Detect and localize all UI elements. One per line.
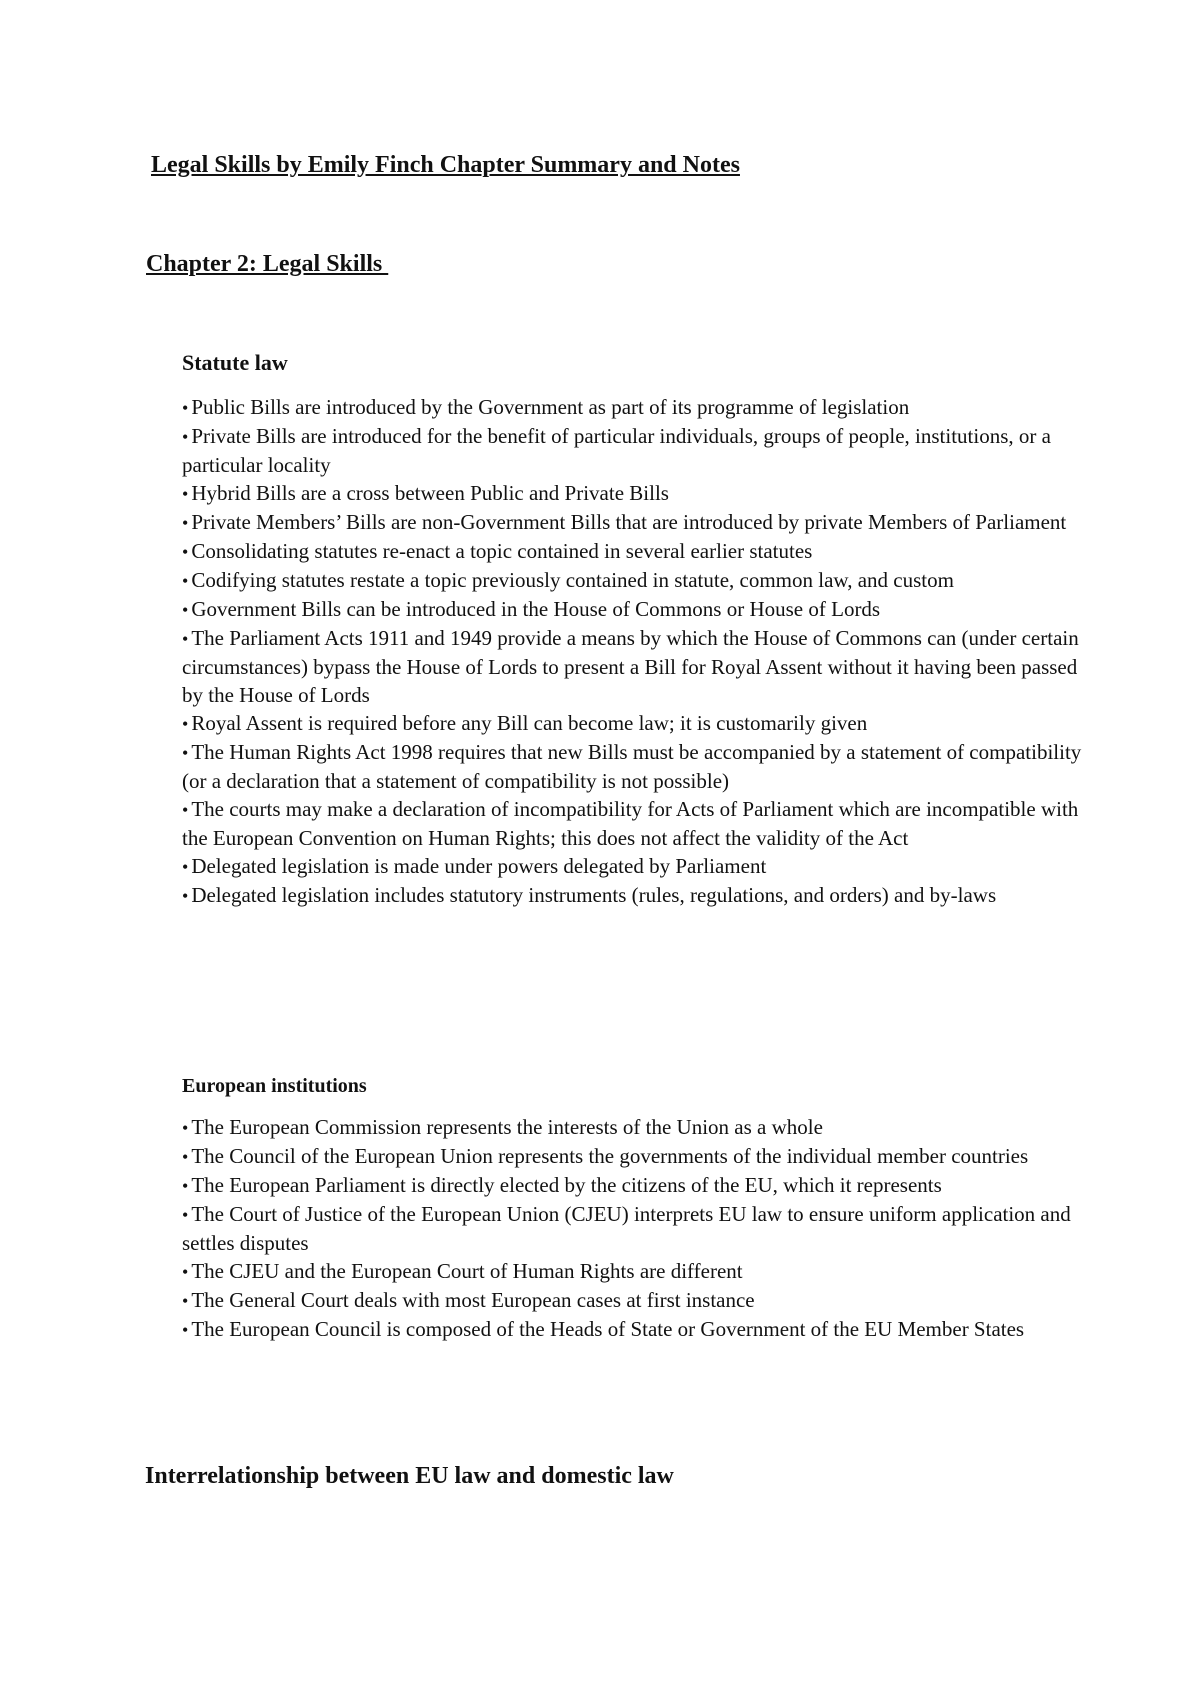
bullet-point: • [182,743,189,763]
chapter-title: Chapter 2: Legal Skills [146,251,389,277]
bullet-item [182,1286,1082,1315]
bullet-item [182,508,1082,537]
bullet-point: • [182,1118,189,1138]
bullet-text: The Council of the European Union represents the governments of the individual member countries [191,1144,1029,1168]
bullet-text: The CJEU and the European Court of Human Rights are different [191,1259,743,1283]
bullet-item [182,393,1082,422]
bullet-item [182,422,1082,479]
bullet-item [182,738,1082,795]
eu-domestic-law-heading: Interrelationship between EU law and domestic law [145,1463,674,1489]
bullet-item [182,1257,1082,1286]
bullet-text: The Court of Justice of the European Union (CJEU) interprets EU law to ensure uniform application and settles disputes [182,1202,1071,1255]
bullet-point: • [182,513,189,533]
european-institutions-heading: European institutions [182,1075,367,1097]
bullet-item [182,852,1082,881]
bullet-item [182,1171,1082,1200]
bullet-point: • [182,714,189,734]
bullet-point: • [182,857,189,877]
bullet-item [182,709,1082,738]
bullet-text: Private Bills are introduced for the benefit of particular individuals, groups of people, institutions, or a particular locality [182,424,1051,477]
bullet-point: • [182,427,189,447]
bullet-item [182,479,1082,508]
bullet-item [182,537,1082,566]
bullet-text: The European Commission represents the interests of the Union as a whole [191,1115,823,1139]
bullet-point: • [182,1176,189,1196]
bullet-point: • [182,398,189,418]
bullet-item [182,1142,1082,1171]
document-title: Legal Skills by Emily Finch Chapter Summary and Notes [151,152,740,178]
bullet-item [182,881,1082,910]
bullet-text: The European Parliament is directly elected by the citizens of the EU, which it represents [191,1173,942,1197]
bullet-text: The courts may make a declaration of incompatibility for Acts of Parliament which are incompatible with the European Convention on Human Rights; this does not affect the validity of the Act [182,797,1079,850]
bullet-text: Public Bills are introduced by the Government as part of its programme of legislation [191,395,910,419]
bullet-item [182,1113,1082,1142]
bullet-text: The European Council is composed of the Heads of State or Government of the EU Member States [191,1317,1025,1341]
statute-law-heading: Statute law [182,350,288,375]
bullet-text: The Parliament Acts 1911 and 1949 provide a means by which the House of Commons can (under certain circumstances) bypass the House of Lords to present a Bill for Royal Assent without it having been passed by the House of Lords [182,626,1079,707]
bullet-text: Private Members’ Bills are non-Government Bills that are introduced by private Members of Parliament [191,510,1067,534]
bullet-point: • [182,1291,189,1311]
bullet-text: Codifying statutes restate a topic previously contained in statute, common law, and custom [191,568,954,592]
bullet-point: • [182,886,189,906]
bullet-text: Delegated legislation is made under powers delegated by Parliament [191,854,767,878]
bullet-text: Delegated legislation includes statutory instruments (rules, regulations, and orders) and by-laws [191,883,997,907]
european-institutions-list [182,1113,1082,1344]
bullet-item [182,566,1082,595]
bullet-item [182,624,1082,709]
bullet-text: The Human Rights Act 1998 requires that new Bills must be accompanied by a statement of compatibility (or a declaration that a statement of compatibility is not possible) [182,740,1082,793]
statute-law-list [182,393,1082,910]
bullet-point: • [182,571,189,591]
bullet-point: • [182,629,189,649]
bullet-item [182,795,1082,852]
bullet-point: • [182,542,189,562]
bullet-point: • [182,1320,189,1340]
bullet-point: • [182,600,189,620]
bullet-item [182,595,1082,624]
bullet-text: Government Bills can be introduced in the House of Commons or House of Lords [191,597,881,621]
bullet-point: • [182,1205,189,1225]
bullet-point: • [182,1262,189,1282]
bullet-point: • [182,484,189,504]
bullet-point: • [182,1147,189,1167]
bullet-point: • [182,800,189,820]
bullet-text: Hybrid Bills are a cross between Public and Private Bills [191,481,669,505]
bullet-text: Royal Assent is required before any Bill can become law; it is customarily given [191,711,868,735]
bullet-text: The General Court deals with most European cases at first instance [191,1288,755,1312]
bullet-item [182,1315,1082,1344]
bullet-item [182,1200,1082,1257]
bullet-text: Consolidating statutes re-enact a topic contained in several earlier statutes [191,539,813,563]
